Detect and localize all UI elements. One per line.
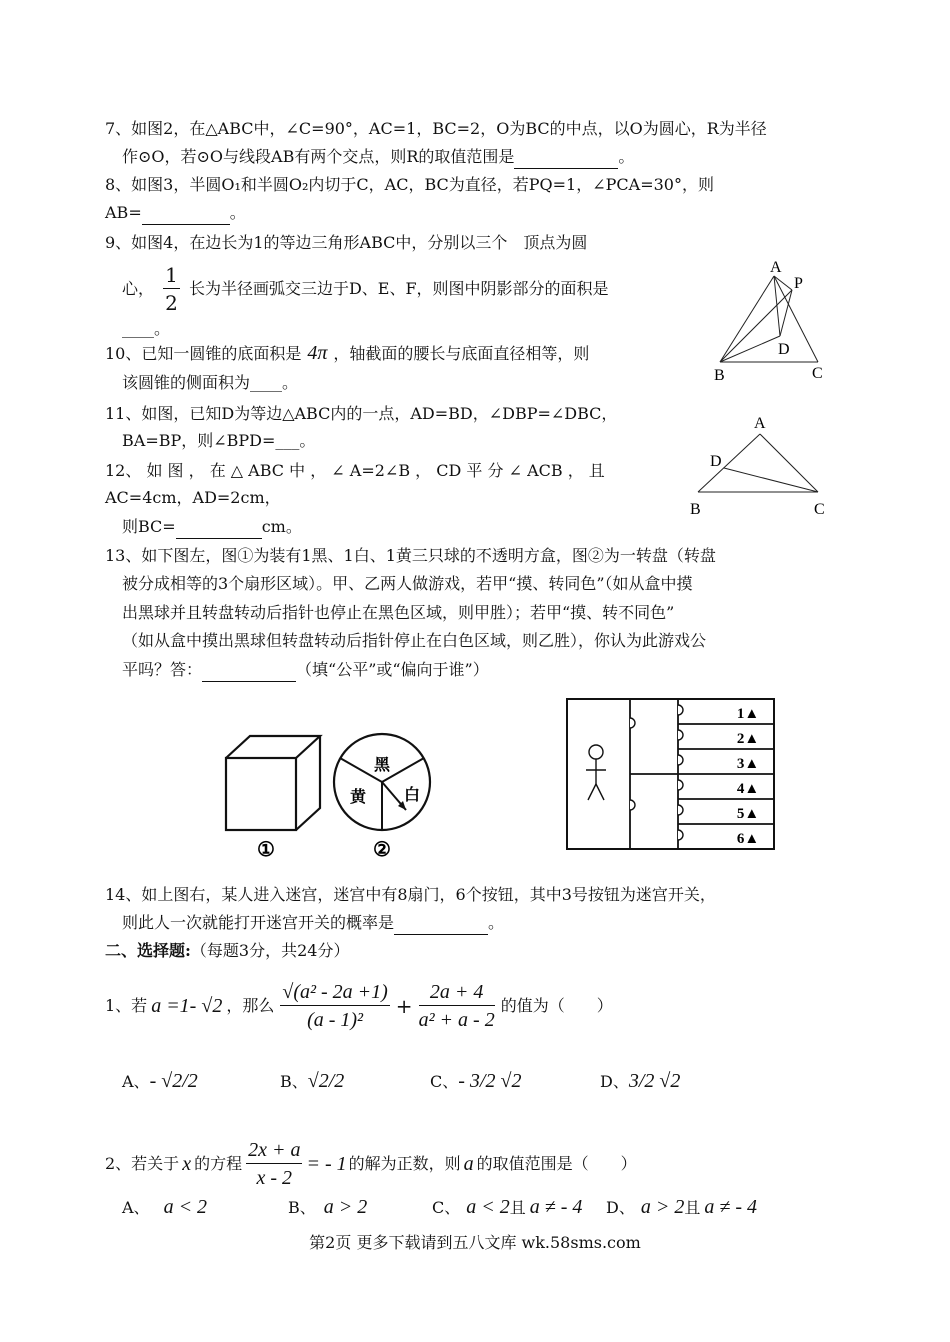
mc1-plus: + — [395, 994, 413, 1018]
spinner-figure — [330, 730, 436, 860]
q12-line3 — [122, 516, 302, 539]
mc1-frac1-den: (a - 1)² — [307, 1008, 364, 1031]
maze-button-4: 4▲ — [736, 781, 760, 797]
spinner-yellow-label: 黄 — [349, 789, 367, 806]
q7-line1: 7、如图2，在△ABC中，∠C=90°，AC=1，BC=2，O为BC的中点，以O为圆心，R为半径 — [105, 119, 767, 138]
mc2-var: x — [182, 1153, 192, 1175]
q13-line5 — [122, 659, 489, 682]
q13-line2: 被分成相等的3个扇形区域）。甲、乙两人做游戏，若甲“摸、转同色”（如从盒中摸 — [122, 574, 693, 593]
triangle-abc-d-figure — [684, 410, 834, 522]
q14-blank — [394, 912, 488, 935]
tri2-label-a: A — [754, 415, 766, 432]
tri1-label-b: B — [714, 367, 725, 384]
mc2-c-value: a < 2 — [466, 1196, 510, 1218]
q7-line2 — [122, 146, 634, 169]
cube-box-figure — [218, 730, 330, 860]
q7-blank — [514, 146, 618, 169]
maze-door — [678, 705, 683, 715]
mc2-option-d[interactable] — [606, 1196, 757, 1219]
q10-line1 — [105, 342, 589, 365]
tri2-label-c: C — [814, 501, 825, 518]
mc2-pre: 2、若关于 — [105, 1154, 180, 1173]
person-head — [589, 745, 603, 759]
q12-text: 则BC= — [122, 517, 176, 536]
mc2-fraction — [246, 1137, 302, 1192]
tri2-dc — [724, 468, 818, 492]
mc2-post1: 的解为正数，则 — [348, 1154, 461, 1173]
maze-person-icon — [586, 745, 606, 800]
mc1-mid: ，那么 — [226, 996, 275, 1015]
q7-end: 。 — [618, 147, 635, 166]
mc2-c-value2: a ≠ - 4 — [529, 1196, 583, 1218]
tri1-bd — [720, 336, 780, 362]
mc1-frac2-num: 2a + 4 — [419, 979, 495, 1006]
mc2-a-label: A、 — [122, 1198, 150, 1217]
mc1-option-d[interactable] — [600, 1070, 680, 1093]
mc2-post2: 的取值范围是（ ） — [476, 1154, 637, 1173]
mc1-option-c[interactable] — [430, 1070, 521, 1093]
maze-door — [678, 780, 683, 790]
spinner-black-label: 黑 — [373, 757, 391, 774]
maze-button-5: 5▲ — [736, 806, 760, 822]
maze-door — [630, 718, 635, 728]
q10-line2: 该圆锥的侧面积为____。 — [122, 373, 299, 392]
mc2-d-value: a > 2 — [640, 1196, 685, 1218]
q14-line1: 14、如上图右，某人进入迷宫，迷宫中有8扇门，6个按钮，其中3号按钮为迷宫开关， — [105, 885, 716, 904]
mc1-fraction-1 — [280, 979, 389, 1034]
maze-rows — [678, 724, 774, 824]
mc2-frac-num: 2x + a — [246, 1137, 302, 1164]
maze-buttons — [737, 706, 759, 847]
mc1-option-a[interactable] — [122, 1070, 198, 1093]
triangle-abc-p-figure — [706, 252, 836, 384]
tri1-ab — [720, 276, 774, 362]
q9-line2 — [122, 262, 609, 317]
q9-line3: ____。 — [122, 319, 171, 338]
q8-line2 — [105, 202, 246, 225]
mc1-b-label: B、 — [280, 1072, 308, 1091]
mc1-c-label: C、 — [430, 1072, 459, 1091]
q12-end: cm。 — [261, 517, 302, 536]
mc1-d-label: D、 — [600, 1072, 629, 1091]
tri1-label-a: A — [770, 259, 782, 276]
maze-door — [678, 730, 683, 740]
mc1-frac2-den: a² + a - 2 — [418, 1008, 495, 1031]
q13-text: 平吗？答： — [122, 660, 203, 679]
mc2-var2: a — [463, 1153, 474, 1175]
mc2-option-c[interactable] — [432, 1196, 582, 1219]
spinner-white-label: 白 — [403, 787, 421, 804]
maze-door — [678, 805, 683, 815]
mc2-d-and: 且 — [684, 1198, 701, 1217]
q12-line1: 12、 如 图 ， 在 △ ABC 中 ， ∠ A=2∠B ， CD 平 分 ∠ ACB ， 且 — [105, 461, 605, 480]
cube-top-face — [226, 736, 320, 758]
q14-end: 。 — [488, 913, 505, 932]
maze-door — [678, 755, 683, 765]
mc1-frac1-num: √(a² - 2a +1) — [280, 979, 389, 1006]
q14-text: 则此人一次就能打开迷宫开关的概率是 — [122, 913, 395, 932]
q9-frac-num: 1 — [165, 263, 178, 287]
mc1-d-value: 3/2 √2 — [628, 1070, 681, 1092]
mc2-d-label: D、 — [606, 1198, 635, 1217]
mc2-eq: = - 1 — [306, 1153, 347, 1175]
mc2-option-b[interactable] — [288, 1196, 367, 1219]
tri2-ac — [760, 434, 818, 492]
mc1-option-b[interactable] — [280, 1070, 344, 1093]
section-note: （每题3分，共24分） — [190, 941, 350, 960]
maze-doors — [630, 705, 683, 840]
q8-blank — [142, 202, 230, 225]
tri2-ab — [698, 434, 760, 492]
mc1-question — [105, 976, 613, 1036]
mc1-c-value: - 3/2 √2 — [458, 1070, 522, 1092]
q13-line1: 13、如下图左，图①为装有1黑、1白、1黄三只球的不透明方盒，图②为一转盘（转盘 — [105, 546, 716, 565]
maze-door — [678, 830, 683, 840]
maze-figure — [564, 696, 778, 854]
q14-line2 — [122, 912, 504, 935]
q13-line3: 出黑球并且转盘转动后指针也停止在黑色区域，则甲胜）；若甲“摸、转不同色” — [122, 603, 675, 622]
page-footer: 第2页 更多下载请到五八文库 wk.58sms.com — [309, 1233, 641, 1252]
q10-post: ，轴截面的腰长与底面直径相等，则 — [333, 344, 590, 363]
section-title: 二、选择题: — [105, 941, 191, 960]
q8-end: 。 — [229, 203, 246, 222]
person-leg-right — [596, 784, 604, 800]
mc1-b-value: √2/2 — [307, 1070, 345, 1092]
q9-pre: 心， — [122, 279, 155, 298]
spinner-label: ② — [373, 839, 391, 860]
q9-post: 长为半径画弧交三边于D、E、F，则图中阴影部分的面积是 — [188, 279, 609, 298]
maze-button-3: 3▲ — [736, 756, 760, 772]
tri1-label-p: P — [794, 275, 803, 292]
q11-line1: 11、如图，已知D为等边△ABC内的一点，AD=BD，∠DBP=∠DBC， — [105, 404, 618, 423]
mc2-b-value: a > 2 — [323, 1196, 368, 1218]
q9-frac-den: 2 — [165, 291, 178, 315]
mc2-d-value2: a ≠ - 4 — [704, 1196, 757, 1218]
person-leg-left — [588, 784, 596, 800]
mc2-question — [105, 1138, 637, 1190]
cube-label: ① — [257, 839, 275, 860]
mc1-post: 的值为（ ） — [500, 996, 613, 1015]
tri1-label-c: C — [812, 365, 823, 382]
q9-fraction — [163, 262, 180, 317]
mc1-fraction-2 — [419, 979, 495, 1034]
maze-button-2: 2▲ — [736, 731, 760, 747]
q13-line4: （如从盒中摸出黑球但转盘转动后指针停止在白色区域，则乙胜），你认为此游戏公 — [122, 631, 707, 650]
mc2-c-and: 且 — [509, 1198, 526, 1217]
mc2-frac-den: x - 2 — [256, 1166, 293, 1189]
maze-button-1: 1▲ — [736, 706, 760, 722]
q8-line1: 8、如图3，半圆O₁和半圆O₂内切于C，AC，BC为直径，若PQ=1，∠PCA=30°，则 — [105, 175, 714, 194]
section-heading — [105, 940, 349, 962]
mc1-a-value: - √2/2 — [149, 1070, 198, 1092]
q9-line1: 9、如图4，在边长为1的等边三角形ABC中，分别以三个 顶点为圆 — [105, 233, 588, 252]
tri2-label-d: D — [710, 453, 722, 470]
cube-front-face — [226, 758, 296, 830]
mc2-c-label: C、 — [432, 1198, 461, 1217]
mc1-pre: 1、若 — [105, 996, 148, 1015]
cube-side-face — [296, 736, 320, 830]
tri1-label-d: D — [778, 341, 790, 358]
mc1-condition: a =1- √2 — [151, 995, 223, 1017]
tri1-pd — [780, 290, 792, 336]
mc2-option-a[interactable] — [122, 1196, 207, 1219]
q11-line2: BA=BP，则∠BPD=___。 — [122, 431, 316, 450]
mc2-a-value: a < 2 — [163, 1196, 208, 1218]
tri1-ap — [774, 276, 792, 290]
q10-area: 4π — [307, 342, 328, 364]
q10-pre: 10、已知一圆锥的底面积是 — [105, 344, 302, 363]
q12-blank — [176, 516, 262, 539]
mc2-mid: 的方程 — [194, 1154, 243, 1173]
mc1-a-label: A、 — [122, 1072, 150, 1091]
tri2-label-b: B — [690, 501, 701, 518]
maze-door — [630, 800, 635, 810]
maze-button-6: 6▲ — [736, 831, 760, 847]
q7-text: 作⊙O，若⊙O与线段AB有两个交点，则R的取值范围是 — [122, 147, 515, 166]
q13-blank — [202, 659, 296, 682]
q12-line2: AC=4cm，AD=2cm， — [105, 488, 281, 507]
q8-text: AB= — [105, 203, 142, 222]
mc2-b-label: B、 — [288, 1198, 316, 1217]
q13-end: （填“公平”或“偏向于谁”） — [296, 660, 489, 679]
